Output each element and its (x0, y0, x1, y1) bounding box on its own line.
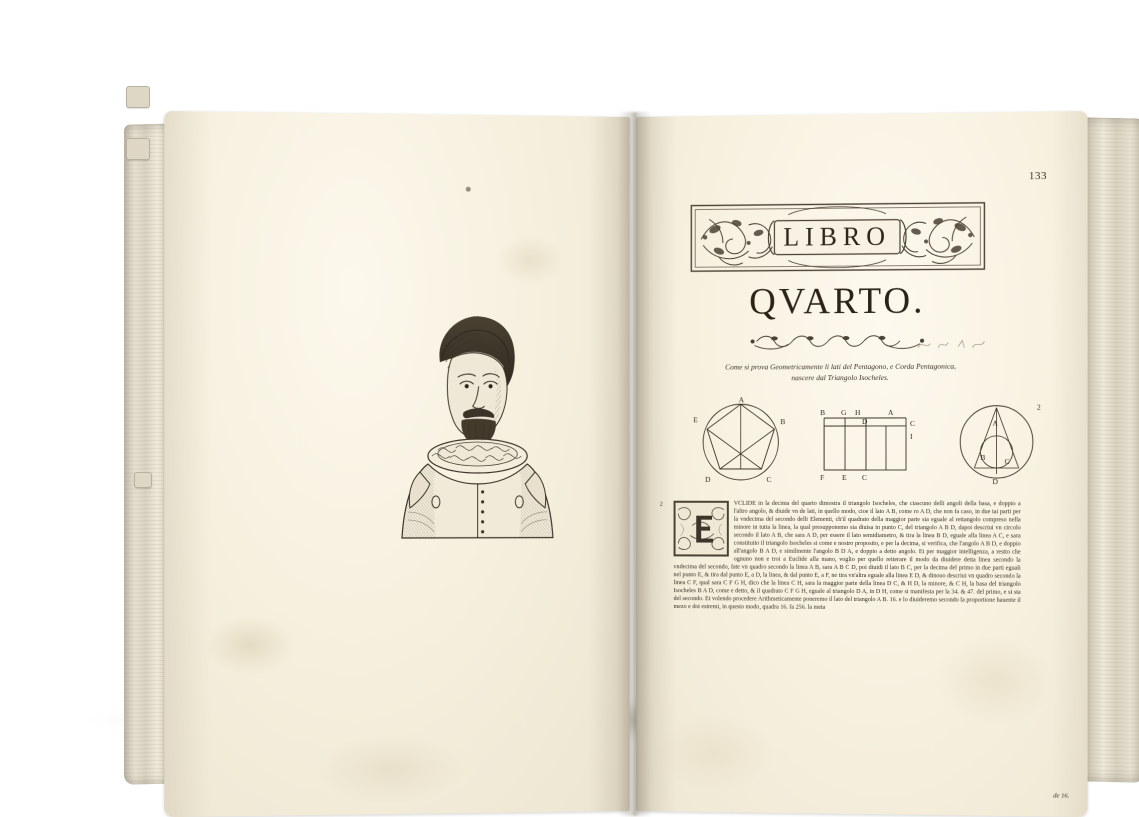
chapter-subtitle (681, 361, 1000, 384)
svg-text:G: G (841, 408, 847, 417)
marginal-note-number: 2 (660, 502, 663, 508)
book-title-quarto: QVARTO. (689, 279, 986, 324)
svg-text:D: D (862, 417, 868, 426)
svg-text:I: I (910, 432, 913, 441)
subtitle-line-1: Come si prova Geometricamente li lati del Pentagono, e Corda Pentagonica, (681, 361, 1000, 373)
paper-stain (205, 615, 296, 676)
decorated-initial (674, 501, 729, 557)
paper-stain (496, 235, 565, 285)
page-tab-lower (134, 472, 152, 488)
svg-text:2: 2 (1037, 403, 1041, 412)
svg-text:A: A (888, 408, 894, 417)
svg-text:B: B (780, 417, 785, 426)
svg-text:A: A (992, 419, 998, 428)
svg-text:H: H (855, 408, 861, 417)
svg-text:C: C (862, 473, 867, 482)
body-text (674, 500, 1021, 614)
figure-circle-triangle (960, 403, 1041, 487)
headpiece-ornament (689, 197, 986, 277)
open-book (62, 52, 1082, 778)
handwritten-marks (914, 335, 994, 355)
figure-squares-labels (820, 408, 915, 482)
svg-text:C: C (1005, 457, 1010, 466)
svg-text:E: E (693, 415, 698, 424)
svg-text:C: C (766, 475, 771, 484)
paper-stain (316, 733, 466, 805)
folio-number: 133 (1029, 170, 1047, 182)
page-tab-top (126, 86, 150, 108)
ink-spot (466, 187, 471, 192)
svg-text:D: D (705, 475, 711, 484)
book-gutter (618, 112, 652, 816)
svg-text:B: B (820, 408, 825, 417)
paper-stain (656, 712, 775, 793)
body-paragraph: VCLIDE in la decima del quarto dimostra il triangolo Isocheles, che ciascuno delli angoli della basa, e doppio a l'altro angolo, & diuide vn de lati, in quello modo, cioe il lato A B, come ro A D, che non fa caso, in due tai parti per la vndecima del secondo delli Elementi, ch'il quadrato della maggior parte sia eguale al rettangolo compreso nella minore in tutta la linea, la qual presupponemo sia diuisa in punto C, del triangolo A B D, dapoi descriui vn circolo secondo il lato A B, che sara A D, per essere il lato semidiametro, & tira la linea B D, eguale alla linea A C, e sara constituito il triangolo Isocheles si come e nostro proposito, e per la decima, si verifica, che l'angolo A B D, e doppio all'angolo B A D, e similmente l'angolo B D A, e doppio a detto angolo. Et per maggior intelligenza, a restto che ognuno non e troi a Euclide alla mano, voglio per quello reiterare il modo da diuidere detta linea secondo la vndecima del secondo, fate vn quadro secondo la linea A B, sara A B C D, poi diuidi il lato B C, per la decima del primo in due parti eguali nel punto E, & tira dal punto E, a D, la linea, & dal punto E, a F, ne tira vn'altra eguale alla linea E D, & dinouo descriui vn quadro secondo la linea C F, qual sara C F G H, dico che la linea C H, sara la maggior parte della linea D C, & H D, la minore, & C H, la basa del triangolo Isocheles B A D, come e detto, & il quadrato C F G H, eguale al triangolo D A, in D H, come si manifesta per la 34. & 47. del primo, e si sta del secondo. Et volendo procedere Arithmeticamente poneremo il lato del triangolo A B. 16. e lo diuideremo secondo la proportione hauente il mezo e doi estremi, in questo modo, quadra 16. fa 256. la meta (674, 501, 1021, 611)
figure-pentagon-in-circle (693, 396, 785, 484)
right-page (636, 111, 1087, 817)
svg-text:B: B (980, 453, 985, 462)
subtitle-line-2: nascere dal Triangolo Isocheles. (681, 372, 1000, 384)
ornament-divider (745, 330, 930, 353)
svg-text:F: F (820, 473, 824, 482)
left-page (164, 111, 629, 817)
libro-heading: LIBRO (689, 197, 986, 277)
page-tab-second (126, 138, 150, 160)
paper-stain (934, 634, 1055, 725)
svg-text:E: E (842, 473, 847, 482)
catchword: de 16. (1053, 792, 1069, 799)
svg-text:D: D (992, 477, 998, 486)
geometric-figures (676, 396, 1056, 487)
svg-text:C: C (910, 419, 915, 428)
svg-text:A: A (739, 396, 745, 405)
portrait-engraving (384, 306, 563, 576)
